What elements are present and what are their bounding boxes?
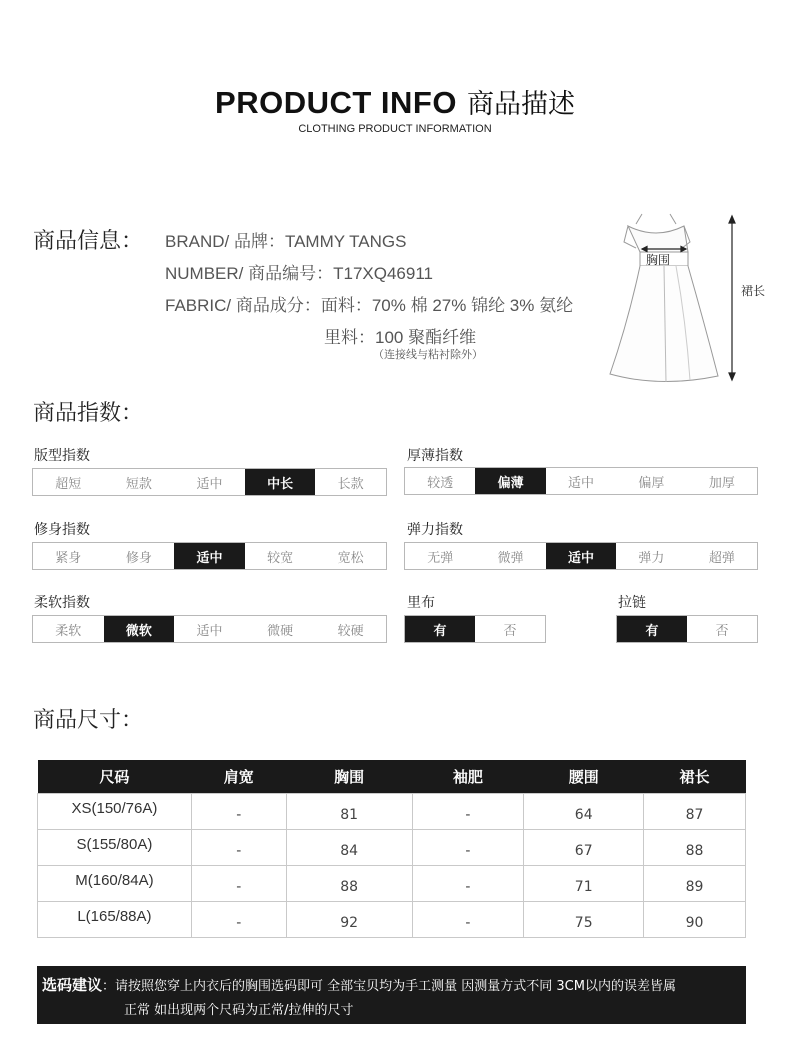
index-option: 较透 bbox=[427, 475, 454, 491]
header-length: 裙长 bbox=[644, 760, 746, 793]
index-option: 宽松 bbox=[337, 550, 364, 566]
cell-length: 88 bbox=[644, 829, 746, 865]
lining-line: 里料：100 聚酯纤维 bbox=[324, 328, 477, 347]
size-heading: 商品尺寸： bbox=[33, 708, 144, 733]
cell-waist: 75 bbox=[524, 901, 644, 937]
cell-sleeve: - bbox=[412, 901, 524, 937]
index-option: 微软 bbox=[104, 616, 175, 642]
index-option: 修身 bbox=[125, 550, 152, 566]
softness-index-scale bbox=[32, 615, 387, 643]
index-option: 短款 bbox=[125, 476, 152, 492]
index-option: 适中 bbox=[196, 476, 223, 492]
cell-shoulder: - bbox=[191, 829, 286, 865]
cell-sleeve: - bbox=[412, 865, 524, 901]
index-option: 加厚 bbox=[708, 475, 735, 491]
size-table-header bbox=[38, 760, 746, 793]
length-label: 裙长 bbox=[741, 284, 766, 298]
lining-note: （连接线与粘衬除外） bbox=[373, 348, 483, 361]
zipper-index-label: 拉链 bbox=[618, 595, 646, 611]
index-option: 紧身 bbox=[55, 550, 82, 566]
cell-shoulder: - bbox=[191, 865, 286, 901]
size-advice bbox=[37, 966, 746, 1024]
fit-index-scale bbox=[32, 468, 387, 496]
index-option: 适中 bbox=[196, 623, 223, 639]
info-heading: 商品信息： bbox=[33, 229, 144, 254]
table-row bbox=[38, 829, 746, 865]
header-sleeve: 袖肥 bbox=[412, 760, 524, 793]
elastic-index-scale bbox=[404, 542, 758, 570]
cell-size: M(160/84A) bbox=[38, 865, 192, 901]
size-advice-line-1 bbox=[42, 973, 740, 999]
chest-label: 胸围 bbox=[646, 253, 671, 267]
zipper-index-scale bbox=[616, 615, 758, 643]
index-option: 适中 bbox=[546, 543, 616, 569]
cell-waist: 67 bbox=[524, 829, 644, 865]
index-option: 适中 bbox=[174, 543, 245, 569]
title-en: PRODUCT INFO bbox=[215, 85, 457, 120]
index-option: 弹力 bbox=[638, 550, 665, 566]
fabric-line: FABRIC/ 商品成分：面料：70% 棉 27% 锦纶 3% 氨纶 bbox=[165, 296, 574, 315]
size-advice-line-2: 正常 如出现两个尺码为正常/拉伸的尺寸 bbox=[124, 1003, 354, 1018]
header-chest: 胸围 bbox=[286, 760, 412, 793]
size-table bbox=[37, 760, 746, 938]
index-option: 长款 bbox=[337, 476, 364, 492]
header-waist: 腰围 bbox=[524, 760, 644, 793]
cell-waist: 64 bbox=[524, 793, 644, 829]
cell-shoulder: - bbox=[191, 793, 286, 829]
index-option: 否 bbox=[715, 623, 729, 639]
index-option: 偏薄 bbox=[475, 468, 545, 494]
cell-chest: 92 bbox=[286, 901, 412, 937]
cell-length: 90 bbox=[644, 901, 746, 937]
index-option: 有 bbox=[405, 616, 475, 642]
cell-chest: 88 bbox=[286, 865, 412, 901]
lining-index-label: 里布 bbox=[407, 595, 435, 611]
index-option: 微弹 bbox=[497, 550, 524, 566]
index-option: 微硬 bbox=[267, 623, 294, 639]
index-option: 否 bbox=[503, 623, 517, 639]
cell-shoulder: - bbox=[191, 901, 286, 937]
cell-size: XS(150/76A) bbox=[38, 793, 192, 829]
title-cn: 商品描述 bbox=[466, 89, 575, 120]
index-option: 有 bbox=[617, 616, 687, 642]
cell-length: 89 bbox=[644, 865, 746, 901]
size-advice-label: 选码建议 bbox=[42, 976, 103, 994]
cell-chest: 84 bbox=[286, 829, 412, 865]
cell-waist: 71 bbox=[524, 865, 644, 901]
index-option: 超弹 bbox=[708, 550, 735, 566]
lining-index-scale bbox=[404, 615, 546, 643]
slim-index-scale bbox=[32, 542, 387, 570]
index-option: 中长 bbox=[245, 469, 316, 495]
table-row bbox=[38, 865, 746, 901]
page-subtitle: CLOTHING PRODUCT INFORMATION bbox=[298, 123, 492, 135]
thickness-index-label: 厚薄指数 bbox=[407, 448, 463, 464]
table-row bbox=[38, 793, 746, 829]
index-option: 较硬 bbox=[337, 623, 364, 639]
index-option: 偏厚 bbox=[638, 475, 665, 491]
elastic-index-label: 弹力指数 bbox=[407, 522, 463, 538]
cell-length: 87 bbox=[644, 793, 746, 829]
brand-line: BRAND/ 品牌：TAMMY TANGS bbox=[165, 232, 407, 251]
number-line: NUMBER/ 商品编号：T17XQ46911 bbox=[165, 264, 433, 283]
cell-chest: 81 bbox=[286, 793, 412, 829]
index-option: 适中 bbox=[568, 475, 595, 491]
index-option: 较宽 bbox=[267, 550, 294, 566]
fit-index-label: 版型指数 bbox=[34, 448, 90, 464]
cell-sleeve: - bbox=[412, 793, 524, 829]
index-option: 柔软 bbox=[55, 623, 82, 639]
index-heading: 商品指数： bbox=[33, 401, 144, 426]
cell-sleeve: - bbox=[412, 829, 524, 865]
table-row bbox=[38, 901, 746, 937]
cell-size: S(155/80A) bbox=[38, 829, 192, 865]
page-title bbox=[0, 82, 790, 121]
index-option: 超短 bbox=[55, 476, 82, 492]
index-option: 无弹 bbox=[427, 550, 454, 566]
header-shoulder: 肩宽 bbox=[191, 760, 286, 793]
slim-index-label: 修身指数 bbox=[34, 522, 90, 538]
size-advice-text-1: ：请按照您穿上内衣后的胸围选码即可 全部宝贝均为手工测量 因测量方式不同 3CM以内的误差皆属 bbox=[102, 979, 676, 994]
dress-illustration bbox=[600, 212, 780, 387]
thickness-index-scale bbox=[404, 467, 758, 495]
header-size: 尺码 bbox=[38, 760, 192, 793]
softness-index-label: 柔软指数 bbox=[34, 595, 90, 611]
cell-size: L(165/88A) bbox=[38, 901, 192, 937]
